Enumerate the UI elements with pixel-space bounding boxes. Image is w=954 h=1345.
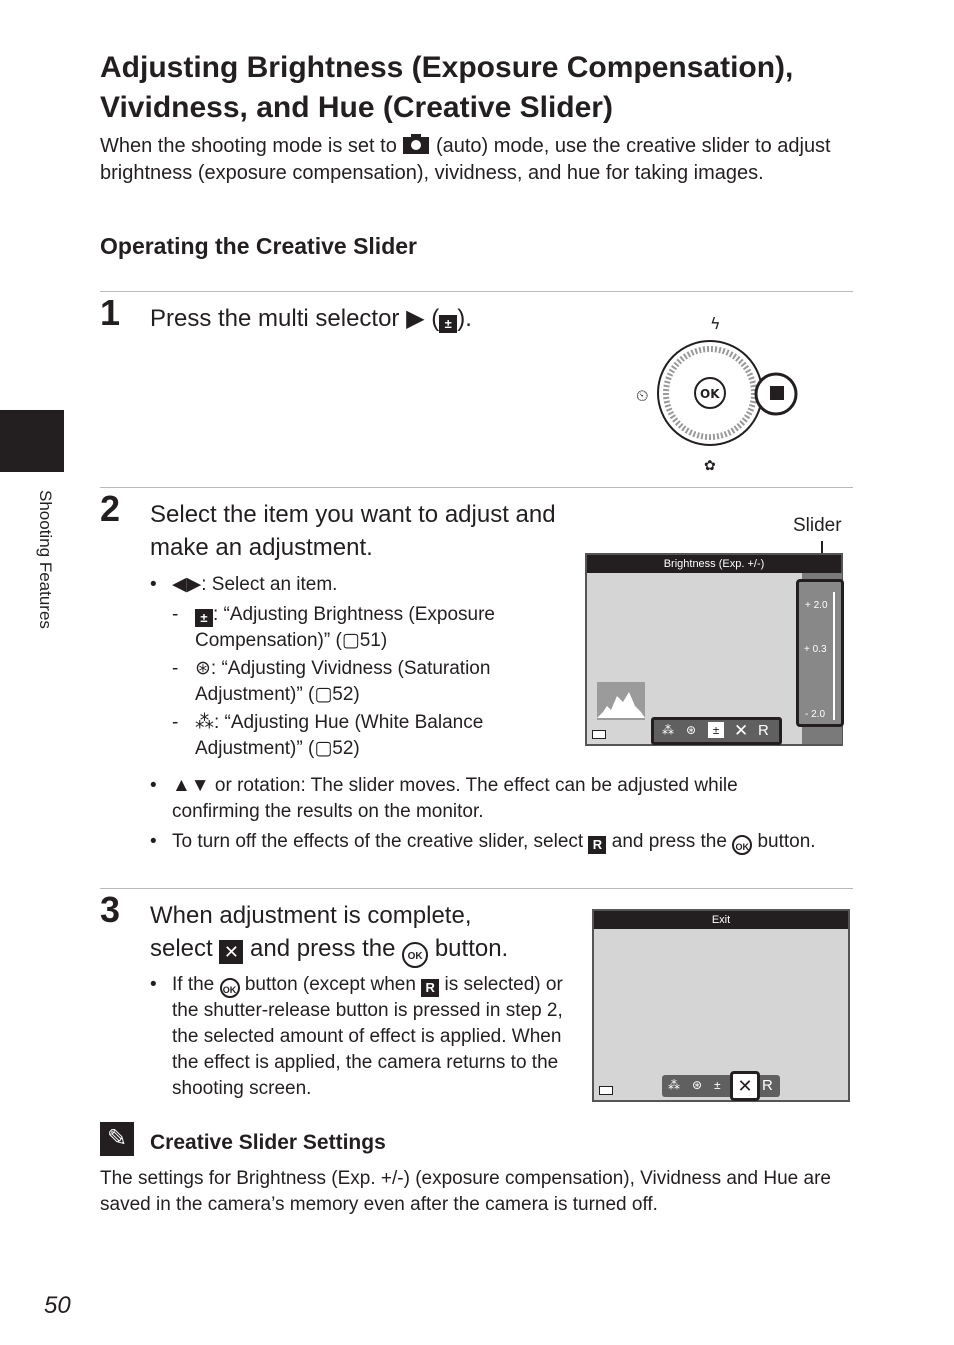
right-arrow-icon: ▶	[406, 305, 425, 332]
note-text: The settings for Brightness (Exp. +/-) (exposure compensation), Vividness and Hue are saved in the camera’s memory even after the camera is turned off.	[100, 1168, 831, 1215]
step3-number: 3	[100, 889, 121, 930]
ok-button-icon: OK	[732, 835, 752, 855]
reset-icon: R	[588, 836, 606, 854]
hue-icon: ⁂	[195, 712, 214, 733]
page-number: 50	[44, 1292, 71, 1319]
page-title: Adjusting Brightness (Exposure Compensation), Vividness, and Hue (Creative Slider)	[100, 51, 794, 124]
list-item: • ▲▼ or rotation: The slider moves. The effect can be adjusted while confirming the results on the monitor.	[150, 775, 738, 822]
exit-x-icon: ✕	[219, 940, 243, 964]
ok-button-icon: OK	[402, 942, 428, 968]
list-item: - ⊛: “Adjusting Vividness (Saturation Adjustment)” (▢52)	[172, 658, 491, 705]
battery-icon	[599, 1086, 613, 1095]
divider	[100, 487, 853, 488]
section-tab-marker	[0, 410, 64, 472]
histogram	[597, 682, 645, 720]
slider-min: - 2.0	[805, 709, 826, 720]
exposure-icon: ±	[708, 722, 724, 738]
divider	[100, 291, 853, 292]
book-ref-icon: ▢	[341, 630, 360, 651]
multi-selector-diagram	[628, 305, 808, 475]
book-ref-icon: ▢	[314, 738, 333, 759]
exposure-icon: ±	[439, 315, 457, 333]
ok-button-icon: OK	[220, 978, 240, 998]
step3-bullets	[150, 972, 570, 1102]
list-item: • To turn off the effects of the creative slider, select R and press the OK button.	[150, 829, 830, 855]
exit-x-icon: ✕	[734, 721, 749, 740]
camera-screen-exit	[592, 909, 850, 1102]
reset-icon: R	[421, 979, 439, 997]
step2-number: 2	[100, 488, 121, 529]
camera-screen-brightness	[585, 553, 843, 746]
up-down-arrow-icon: ▲▼	[172, 775, 210, 796]
left-right-arrow-icon: ◀▶	[172, 574, 202, 595]
divider	[100, 888, 853, 889]
hue-icon: ⁂	[668, 1078, 680, 1092]
screen-title-bar: Exit	[594, 911, 848, 929]
slider-highlight	[796, 579, 844, 727]
slider-current: + 0.3	[804, 644, 827, 655]
reset-icon: R	[762, 1077, 773, 1094]
slider-max: + 2.0	[805, 600, 828, 611]
step2-bullets	[150, 572, 590, 762]
side-section-label: Shooting Features	[36, 490, 55, 629]
self-timer-icon: ⏲	[636, 386, 649, 405]
note-pencil-icon: ✎	[100, 1122, 134, 1156]
step2-text: Select the item you want to adjust and make an adjustment.	[150, 501, 556, 561]
flash-icon: ϟ	[710, 314, 721, 333]
exposure-icon: ±	[195, 609, 213, 627]
vividness-icon: ⊛	[692, 1078, 703, 1092]
list-item: • ◀▶: Select an item.	[150, 574, 338, 595]
section-heading: Operating the Creative Slider	[100, 233, 417, 259]
list-item: • If the OK button (except when R is selected) or the shutter-release button is pressed in step 2, the selected amount of effect is applied. When the effect is applied, the camera returns to the shooting screen.	[150, 974, 563, 1099]
battery-icon	[592, 730, 606, 739]
slider-track	[833, 592, 835, 720]
book-ref-icon: ▢	[314, 684, 333, 705]
note-heading: Creative Slider Settings	[150, 1131, 386, 1154]
hue-icon: ⁂	[662, 723, 674, 737]
step3-text: When adjustment is complete, select ✕ and press the OK button.	[150, 899, 590, 968]
creative-slider-toolbar	[662, 1075, 780, 1097]
list-item: - ⁂: “Adjusting Hue (White Balance Adjustment)” (▢52)	[172, 712, 484, 759]
camera-icon	[402, 133, 430, 155]
creative-slider-toolbar	[651, 717, 782, 745]
ok-button-label: OK	[700, 387, 720, 401]
reset-icon: R	[758, 722, 769, 739]
vividness-icon: ⊛	[686, 723, 697, 737]
step1-number: 1	[100, 292, 121, 333]
screen-title-bar: Brightness (Exp. +/-)	[587, 555, 841, 573]
step1-text: Press the multi selector ▶ ( ± ).	[150, 305, 472, 332]
intro-paragraph: When the shooting mode is set to (auto) mode, use the creative slider to adjust brightness (exposure compensation), vividness, and hue for taking images.	[100, 135, 831, 184]
macro-icon: ✿	[704, 458, 716, 474]
exposure-icon: ±	[714, 1078, 721, 1092]
step2-more-bullets	[150, 773, 830, 855]
exit-x-icon: ✕	[730, 1071, 760, 1101]
list-item: - ± : “Adjusting Brightness (Exposure Compensation)” (▢51)	[172, 604, 495, 651]
vividness-icon: ⊛	[195, 658, 211, 679]
slider-callout-label: Slider	[793, 515, 842, 536]
